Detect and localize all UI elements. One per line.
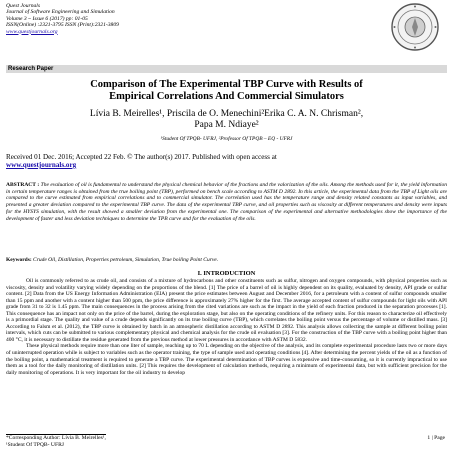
journal-url-link[interactable]: www.questjournals.org [6,28,58,35]
author-list [10,109,443,131]
journal-volume: Volume 3 ~ Issue 6 (2017) pp: 01-05 [6,15,88,22]
abstract-label: ABSTRACT : [6,182,40,188]
body-paragraph: These physical methods require more than one liter of sample, reaching up to 70 L depending on the objective of the analysis, and its complete experimental procedure lasts two or more days of uninterrupted operation while is subject to variables such as the operator training, the type of sample used and operating conditions [4]. After determining the percent yields of the oil as a function of the boiling point, a mathematical treatment is required to generate a TBP curve. The experimental determination of TBP curves is expensive and time-consuming, so it is currently impractical to use them as a tool for the daily monitoring of distillation units. [2] This requires the development of calculation methods, requiring a minimum of experimental data, but with sufficient precision for the daily monitoring of operations. It is very important for the oil industry to develop [6,343,447,376]
abstract-text: The evaluation of oil is fundamental to understand the physical chemical behavior of the fractions and the valorization of the oils. Among the methods used for it, the yield information in certain temperature ranges is obtained from the true boiling point (TBP), performed on bench scale according to ASTM D 2892. In this article, the experimental data from the TBP of Light oils are compared to the curve estimated from empirical correlations and to commercial simulator. The correlation used has the temperature range and density related constants as input variables, and presented a greater deviation compared to the experimental TBP curve. The data of the experimental TBP curve, and oil properties such as viscosity at different temperatures and density were inputs for the HYSYS simulation, with the result showed a smaller deviation from the experimental one. The comparison of the experimental and alternative methodologies show the importance of the development of faster and less deviation techniques to determine the TPB curve and for the evaluation of the oils. [6,182,448,222]
abstract [6,182,447,222]
section-band [6,65,447,73]
journal-issn: ISSN(Online) :2321-3795 ISSN (Print):2321-3809 [6,22,119,29]
paper-title-line-2: Empirical Correlations And Commercial Simulators [109,91,344,102]
received-link[interactable]: www.questjournals.org [6,161,77,169]
paper-title-line-1: Comparison of The Experimental TBP Curve with Results of [90,79,363,90]
paper-title [10,79,443,103]
keywords-text: Crude Oil, Distillation, Properties petroleum, Simulation, True boiling Point Curve. [31,257,219,263]
page-number: 1 | Page [427,435,445,441]
keywords [6,257,447,264]
author-line-2: Papa M. Ndiaye² [194,120,259,130]
section-label: Research Paper [8,66,54,72]
author-line-1: Lívia B. Meirelles¹, Priscila de O. Menechini²Erika C. A. N. Chrisman², [89,109,364,119]
section-heading-introduction: I. INTRODUCTION [197,270,256,277]
journal-name: Quest Journals [6,3,41,9]
journal-seal-logo [390,2,440,52]
footnote [6,435,106,448]
introduction-body [6,278,447,376]
footnote-corresponding-author: *Corresponding Author: Lívia B. Meirelles¹, [6,435,106,441]
footnote-affiliation: ¹Student Of TPQB- UFRJ [6,441,64,448]
journal-header [6,3,119,35]
body-paragraph: Oil is commonly referred to as crude oil, and consists of a mixture of hydrocarbons and other constituents such as sulfur, nitrogen and oxygen compounds, with physical properties such as viscosity, density and volatility varying widely depending on the proportions of the blend. [1] The price of a barrel of oil is highly dependent on its quality, evaluated by density, API grade or sulfur content. [2] Data from the US Energy Information Administration (EIA) present the price estimates between August and December 2016, for a petroleum with a content of sulfur compounds smaller than 15 ppm and another with a content higher than 500 ppm, the price difference is approximately 27% higher for the first. The average accepted content of sulfur compounds for light oils with API grade from 31 to 32 is 1.45 ppm. The main consequences in the process arising from the cited variations are such as the impact in the yield of each fraction produced in the separation processes [1]. This consequence has an impact not only on the price of the barrel, during the exploration stage, but also on the operating conditions of the refinery units. For this reason to characterize oil effectively is a primordial stage. The quality and value of a crude depends significantly on its true boiling curve (TBP), which correlates the boiling point versus the percentage of volume or distilled mass. [3] According to Falsm et al. (2012), the TBP curve is obtained by batch in an atmospheric distillation according to ASTM D 2892. This analysis allows collecting the sample at different boiling point intervals, which cuts can be submitted to various complementary physical and chemical analysis for the crude oil evaluation [3]. For the construction of the TBP curve with a boiling point higher than 400 °C, it is necessary to distillate the residue generated from the previous method at lower pressures in accordance with ASTM D 5832. [6,278,447,343]
received-text: Received 01 Dec. 2016; Accepted 22 Feb. © The author(s) 2017. Published with open access at [6,153,277,161]
author-affiliation: ¹Student Of TPQB- UFRJ, ²Professor Of TPQB – EQ - UFRJ [160,136,293,142]
keywords-label: Keywords: [6,257,32,263]
journal-full-name: Journal of Software Engineering and Simulation [6,9,115,16]
received-notice [6,153,447,169]
